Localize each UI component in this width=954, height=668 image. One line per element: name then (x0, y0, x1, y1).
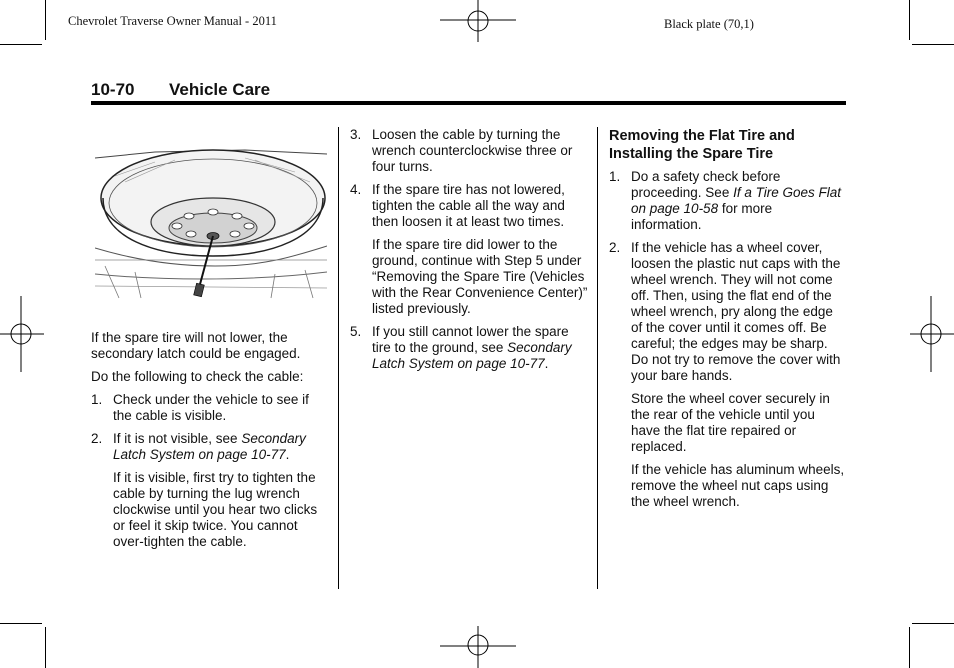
list-paragraph: If the spare tire did lower to the ground, continue with Step 5 under “Removing the Spare Tire (Vehicles with the Rear Convenience Center)” listed previously. (372, 237, 588, 316)
list-text: Loosen the cable by turning the wrench counterclockwise three or four turns. (372, 127, 573, 174)
list-item (609, 169, 846, 233)
registration-mark-right (910, 296, 954, 372)
column-divider (597, 127, 598, 589)
section-title: Vehicle Care (169, 80, 271, 99)
cross-reference-link[interactable]: Secondary Latch System on page 10-77 (113, 431, 306, 462)
list-number: 1. (609, 169, 621, 184)
list-text: Check under the vehicle to see if the cable is visible. (113, 392, 309, 423)
crop-mark (912, 44, 954, 45)
list-item (609, 240, 846, 384)
list-paragraph: If it is visible, first try to tighten the cable by turning the lug wrench clockwise until you hear two clicks or feel it skip twice. You cannot over-tighten the cable. (113, 470, 318, 549)
cross-reference-link[interactable]: Secondary Latch System on page 10-77 (372, 340, 572, 371)
manual-title: Chevrolet Traverse Owner Manual - 2011 (68, 14, 277, 28)
registration-mark-bottom (440, 624, 516, 668)
page-number: 10-70 (91, 80, 135, 99)
list-text: If you still cannot lower the spare tire to the ground, see (372, 324, 569, 355)
column-2 (350, 127, 590, 379)
crop-mark (0, 44, 42, 45)
intro-paragraph: If the spare tire will not lower, the secondary latch could be engaged. (91, 330, 301, 361)
crop-mark (45, 0, 46, 40)
column-divider (338, 127, 339, 589)
column-3 (609, 127, 846, 517)
list-text: If the spare tire has not lowered, tighten the cable all the way and then loosen it at least two times. (372, 182, 565, 229)
subsection-heading: Removing the Flat Tire and Installing the Spare Tire (609, 128, 795, 162)
registration-mark-top (440, 0, 516, 44)
list-text: If it is not visible, see (113, 431, 242, 446)
column-1 (91, 127, 331, 557)
list-number: 5. (350, 324, 362, 339)
crop-mark (0, 623, 42, 624)
list-item (91, 431, 331, 463)
list-number: 1. (91, 392, 103, 407)
plate-label: Black plate (70,1) (664, 17, 754, 31)
list-item (350, 324, 590, 372)
list-paragraph: If the vehicle has aluminum wheels, remove the wheel nut caps using the wheel wrench. (631, 462, 845, 509)
list-text: If the vehicle has a wheel cover, loosen the plastic nut caps with the wheel wrench. They will not come off. Then, using the flat end of the wheel wrench, pry along the edge of the cover until it comes off. Be careful; the edges may be sharp. Do not try to remove the cover with your bare hands. (631, 240, 841, 383)
registration-mark-left (0, 296, 44, 372)
list-item (350, 182, 590, 230)
crop-mark (912, 623, 954, 624)
crop-mark (45, 627, 46, 668)
list-paragraph: Store the wheel cover securely in the rear of the vehicle until you have the flat tire repaired or replaced. (631, 391, 830, 454)
list-number: 3. (350, 127, 362, 142)
list-item (350, 127, 590, 175)
crop-mark (909, 0, 910, 40)
list-item (91, 392, 331, 424)
heading-rule (91, 101, 846, 105)
crop-mark (909, 627, 910, 668)
list-text: . (285, 447, 290, 462)
intro-paragraph: Do the following to check the cable: (91, 369, 304, 384)
list-number: 2. (609, 240, 621, 255)
section-heading (91, 80, 270, 100)
list-text: Do a safety check before proceeding. See (631, 169, 781, 200)
cross-reference-link[interactable]: If a Tire Goes Flat on page 10-58 (631, 185, 841, 216)
list-text: for more information. (631, 201, 773, 232)
list-number: 2. (91, 431, 103, 446)
list-text: . (544, 356, 549, 371)
list-number: 4. (350, 182, 362, 197)
